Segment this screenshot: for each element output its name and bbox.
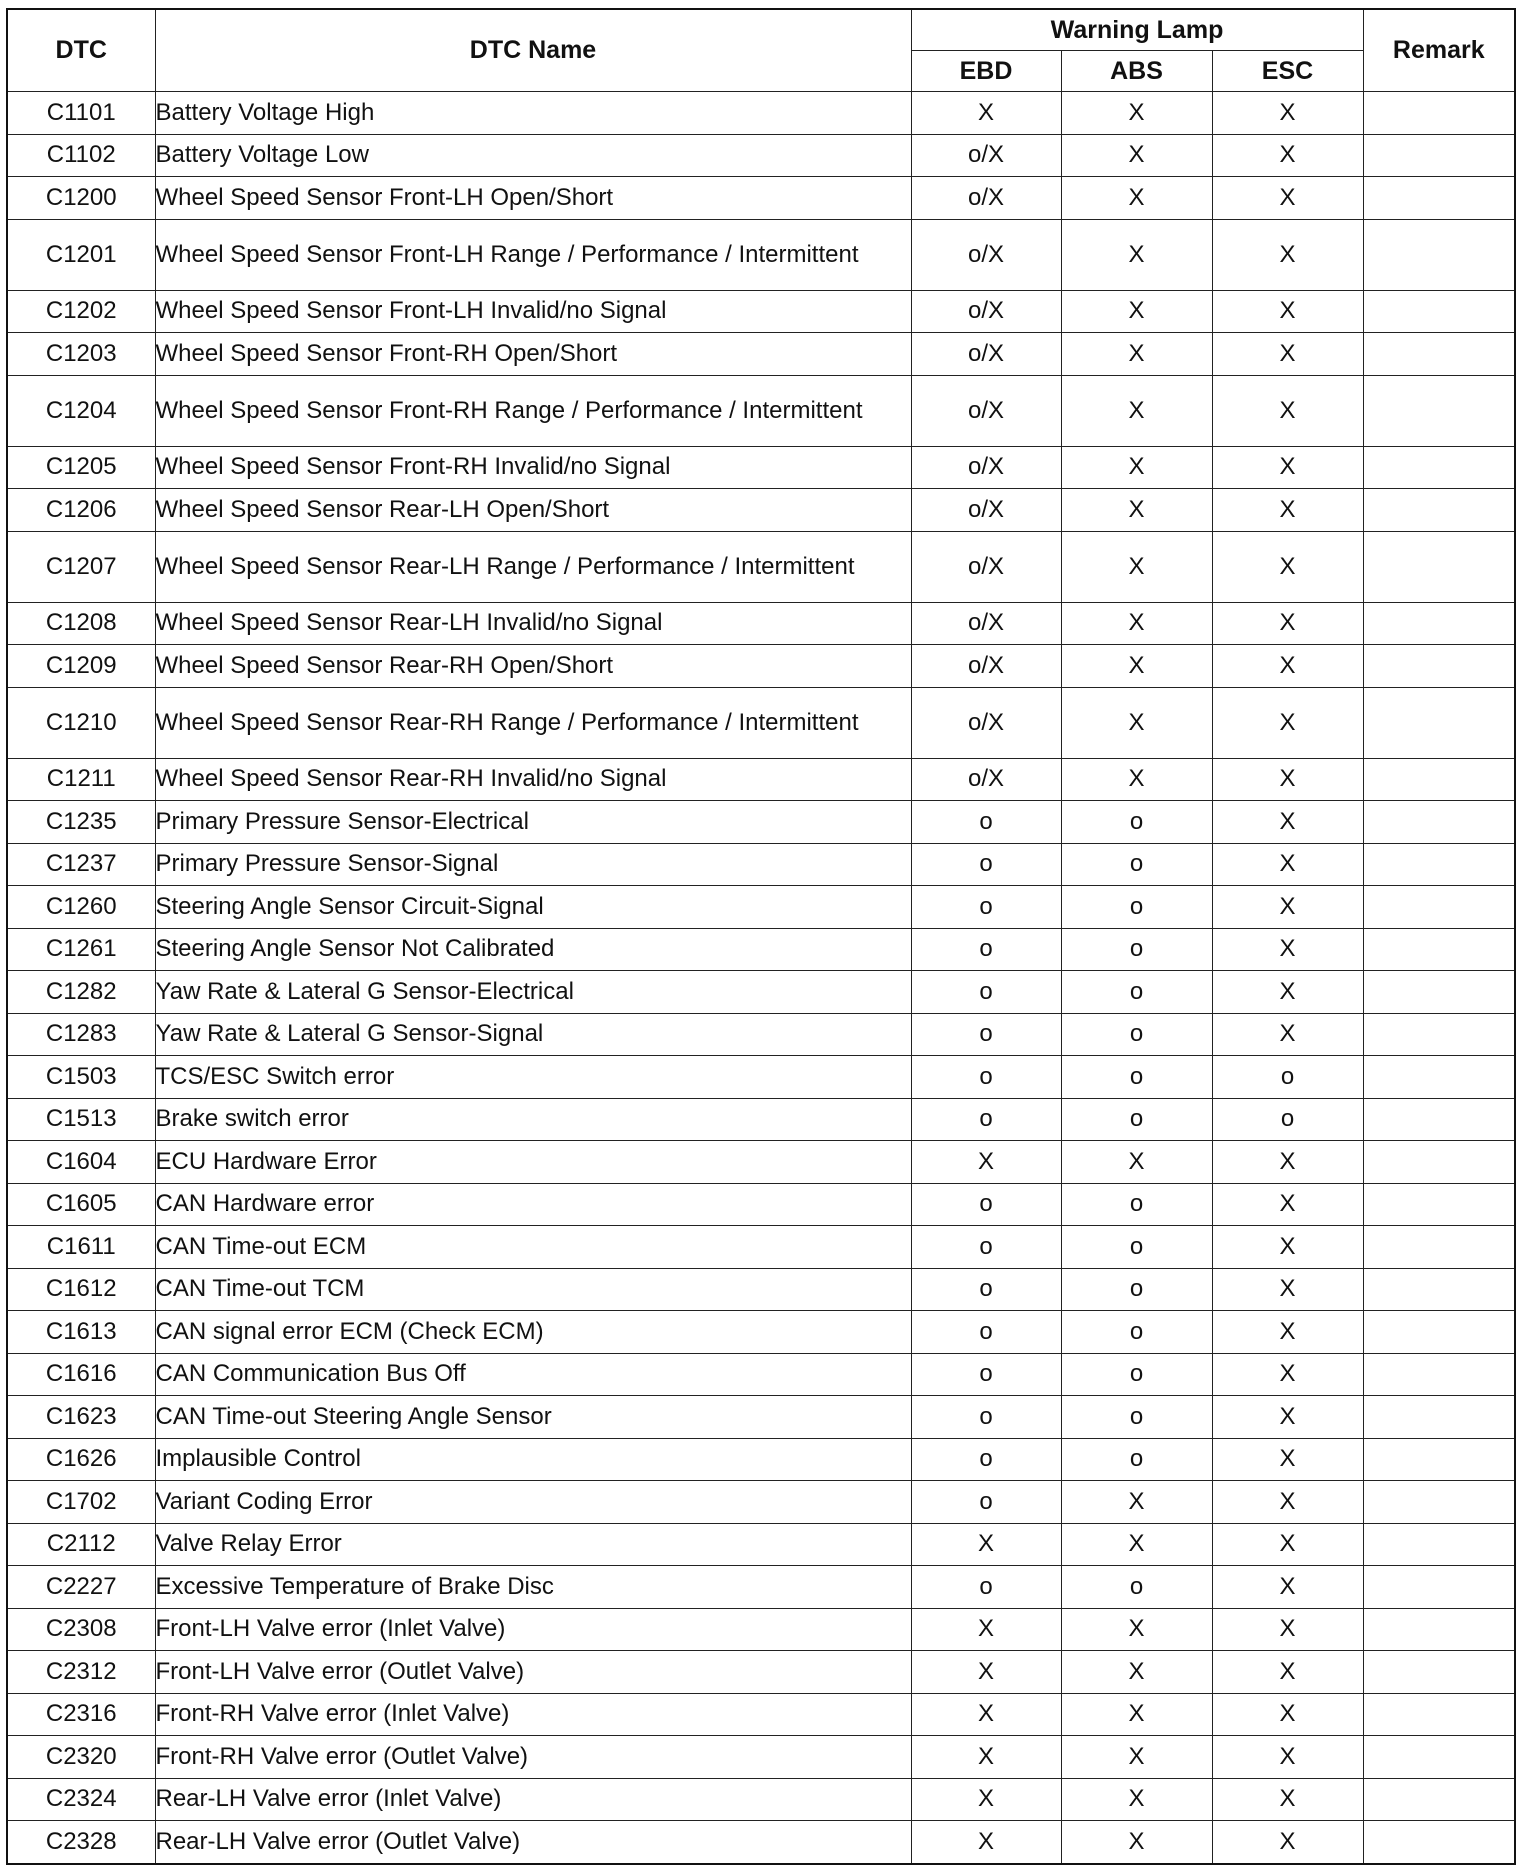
dtc-code: C1205 bbox=[7, 446, 155, 489]
dtc-code: C1613 bbox=[7, 1311, 155, 1354]
dtc-code: C1623 bbox=[7, 1396, 155, 1439]
dtc-code: C1237 bbox=[7, 843, 155, 886]
remark-cell bbox=[1363, 602, 1515, 645]
warning-lamp-header: Warning Lamp bbox=[911, 9, 1363, 51]
esc-status: X bbox=[1212, 1013, 1363, 1056]
dtc-code: C1616 bbox=[7, 1353, 155, 1396]
abs-status: o bbox=[1061, 801, 1212, 844]
ebd-status: o bbox=[911, 1013, 1061, 1056]
dtc-code: C1283 bbox=[7, 1013, 155, 1056]
esc-status: X bbox=[1212, 886, 1363, 929]
table-row bbox=[7, 928, 1515, 971]
table-row bbox=[7, 1056, 1515, 1099]
table-row bbox=[7, 92, 1515, 135]
remark-cell bbox=[1363, 1141, 1515, 1184]
esc-status: o bbox=[1212, 1098, 1363, 1141]
esc-status: X bbox=[1212, 1481, 1363, 1524]
dtc-code: C1503 bbox=[7, 1056, 155, 1099]
dtc-code: C2316 bbox=[7, 1693, 155, 1736]
esc-column-header: ESC bbox=[1212, 51, 1363, 92]
esc-status: X bbox=[1212, 1693, 1363, 1736]
abs-status: o bbox=[1061, 1056, 1212, 1099]
esc-status: X bbox=[1212, 531, 1363, 602]
dtc-code: C1201 bbox=[7, 219, 155, 290]
dtc-name: Steering Angle Sensor Circuit-Signal bbox=[155, 886, 911, 929]
abs-status: X bbox=[1061, 177, 1212, 220]
abs-status: X bbox=[1061, 758, 1212, 801]
abs-status: o bbox=[1061, 1183, 1212, 1226]
table-row bbox=[7, 1396, 1515, 1439]
table-row bbox=[7, 290, 1515, 333]
abs-status: X bbox=[1061, 446, 1212, 489]
esc-status: X bbox=[1212, 602, 1363, 645]
remark-cell bbox=[1363, 1608, 1515, 1651]
abs-status: X bbox=[1061, 531, 1212, 602]
ebd-status: X bbox=[911, 1693, 1061, 1736]
ebd-status: o/X bbox=[911, 758, 1061, 801]
ebd-status: X bbox=[911, 1778, 1061, 1821]
remark-cell bbox=[1363, 801, 1515, 844]
dtc-code: C2227 bbox=[7, 1566, 155, 1609]
esc-status: X bbox=[1212, 290, 1363, 333]
remark-cell bbox=[1363, 843, 1515, 886]
remark-cell bbox=[1363, 1013, 1515, 1056]
dtc-code: C1208 bbox=[7, 602, 155, 645]
dtc-name: Wheel Speed Sensor Rear-RH Range / Performance / Intermittent bbox=[155, 687, 911, 758]
esc-status: X bbox=[1212, 1396, 1363, 1439]
esc-status: o bbox=[1212, 1056, 1363, 1099]
table-row bbox=[7, 1013, 1515, 1056]
esc-status: X bbox=[1212, 1821, 1363, 1864]
table-row bbox=[7, 801, 1515, 844]
dtc-name: Implausible Control bbox=[155, 1438, 911, 1481]
remark-cell bbox=[1363, 1396, 1515, 1439]
dtc-code: C1611 bbox=[7, 1226, 155, 1269]
remark-cell bbox=[1363, 1056, 1515, 1099]
abs-status: o bbox=[1061, 1098, 1212, 1141]
table-row bbox=[7, 1183, 1515, 1226]
table-row bbox=[7, 1651, 1515, 1694]
abs-status: X bbox=[1061, 134, 1212, 177]
table-row bbox=[7, 1778, 1515, 1821]
esc-status: X bbox=[1212, 801, 1363, 844]
dtc-table bbox=[6, 8, 1516, 1865]
dtc-name: Wheel Speed Sensor Rear-RH Invalid/no Signal bbox=[155, 758, 911, 801]
remark-cell bbox=[1363, 446, 1515, 489]
dtc-code: C1282 bbox=[7, 971, 155, 1014]
ebd-status: o/X bbox=[911, 645, 1061, 688]
dtc-name: Rear-LH Valve error (Inlet Valve) bbox=[155, 1778, 911, 1821]
table-row bbox=[7, 1481, 1515, 1524]
ebd-status: o bbox=[911, 801, 1061, 844]
remark-cell bbox=[1363, 758, 1515, 801]
dtc-name: ECU Hardware Error bbox=[155, 1141, 911, 1184]
abs-status: o bbox=[1061, 928, 1212, 971]
table-row bbox=[7, 1311, 1515, 1354]
remark-cell bbox=[1363, 1311, 1515, 1354]
esc-status: X bbox=[1212, 1438, 1363, 1481]
esc-status: X bbox=[1212, 1141, 1363, 1184]
abs-status: X bbox=[1061, 687, 1212, 758]
header-row-top bbox=[7, 9, 1515, 51]
dtc-name: Front-LH Valve error (Outlet Valve) bbox=[155, 1651, 911, 1694]
dtc-name: Steering Angle Sensor Not Calibrated bbox=[155, 928, 911, 971]
ebd-status: o bbox=[911, 843, 1061, 886]
esc-status: X bbox=[1212, 1523, 1363, 1566]
dtc-code: C1626 bbox=[7, 1438, 155, 1481]
abs-status: X bbox=[1061, 1481, 1212, 1524]
ebd-status: X bbox=[911, 1736, 1061, 1779]
table-row bbox=[7, 687, 1515, 758]
dtc-code: C1202 bbox=[7, 290, 155, 333]
ebd-status: o/X bbox=[911, 290, 1061, 333]
dtc-code: C1604 bbox=[7, 1141, 155, 1184]
remark-cell bbox=[1363, 1523, 1515, 1566]
remark-cell bbox=[1363, 1651, 1515, 1694]
remark-cell bbox=[1363, 290, 1515, 333]
remark-cell bbox=[1363, 1183, 1515, 1226]
esc-status: X bbox=[1212, 177, 1363, 220]
abs-status: X bbox=[1061, 1523, 1212, 1566]
dtc-code: C1210 bbox=[7, 687, 155, 758]
dtc-name: Variant Coding Error bbox=[155, 1481, 911, 1524]
esc-status: X bbox=[1212, 1566, 1363, 1609]
remark-cell bbox=[1363, 1226, 1515, 1269]
table-row bbox=[7, 1098, 1515, 1141]
dtc-code: C2312 bbox=[7, 1651, 155, 1694]
dtc-name: Wheel Speed Sensor Front-RH Range / Performance / Intermittent bbox=[155, 375, 911, 446]
dtc-name: Wheel Speed Sensor Rear-RH Open/Short bbox=[155, 645, 911, 688]
remark-column-header: Remark bbox=[1363, 9, 1515, 92]
table-row bbox=[7, 1608, 1515, 1651]
dtc-name: Front-RH Valve error (Inlet Valve) bbox=[155, 1693, 911, 1736]
dtc-name: CAN signal error ECM (Check ECM) bbox=[155, 1311, 911, 1354]
ebd-status: o/X bbox=[911, 219, 1061, 290]
ebd-status: o/X bbox=[911, 489, 1061, 532]
table-row bbox=[7, 602, 1515, 645]
remark-cell bbox=[1363, 489, 1515, 532]
abs-status: X bbox=[1061, 1693, 1212, 1736]
dtc-code: C1207 bbox=[7, 531, 155, 602]
esc-status: X bbox=[1212, 375, 1363, 446]
esc-status: X bbox=[1212, 1311, 1363, 1354]
abs-status: X bbox=[1061, 1821, 1212, 1864]
esc-status: X bbox=[1212, 134, 1363, 177]
remark-cell bbox=[1363, 971, 1515, 1014]
dtc-name: Rear-LH Valve error (Outlet Valve) bbox=[155, 1821, 911, 1864]
esc-status: X bbox=[1212, 645, 1363, 688]
abs-status: X bbox=[1061, 645, 1212, 688]
remark-cell bbox=[1363, 1438, 1515, 1481]
ebd-status: o bbox=[911, 1268, 1061, 1311]
dtc-name: Wheel Speed Sensor Rear-LH Open/Short bbox=[155, 489, 911, 532]
dtc-code: C1206 bbox=[7, 489, 155, 532]
abs-status: o bbox=[1061, 886, 1212, 929]
table-row bbox=[7, 1693, 1515, 1736]
dtc-name: Valve Relay Error bbox=[155, 1523, 911, 1566]
esc-status: X bbox=[1212, 333, 1363, 376]
abs-status: o bbox=[1061, 1396, 1212, 1439]
table-row bbox=[7, 219, 1515, 290]
ebd-status: X bbox=[911, 1523, 1061, 1566]
abs-status: o bbox=[1061, 1353, 1212, 1396]
ebd-status: X bbox=[911, 92, 1061, 135]
esc-status: X bbox=[1212, 928, 1363, 971]
abs-status: X bbox=[1061, 333, 1212, 376]
remark-cell bbox=[1363, 1778, 1515, 1821]
abs-status: X bbox=[1061, 602, 1212, 645]
remark-cell bbox=[1363, 886, 1515, 929]
dtc-name: Primary Pressure Sensor-Electrical bbox=[155, 801, 911, 844]
ebd-status: o bbox=[911, 1396, 1061, 1439]
remark-cell bbox=[1363, 1821, 1515, 1864]
dtc-name: Wheel Speed Sensor Front-LH Invalid/no Signal bbox=[155, 290, 911, 333]
ebd-status: o bbox=[911, 1566, 1061, 1609]
table-row bbox=[7, 177, 1515, 220]
ebd-status: o bbox=[911, 886, 1061, 929]
remark-cell bbox=[1363, 177, 1515, 220]
ebd-status: o/X bbox=[911, 446, 1061, 489]
table-row bbox=[7, 645, 1515, 688]
abs-status: o bbox=[1061, 843, 1212, 886]
dtc-document bbox=[6, 8, 1514, 1865]
dtc-name: CAN Time-out TCM bbox=[155, 1268, 911, 1311]
abs-status: o bbox=[1061, 1311, 1212, 1354]
dtc-code: C1204 bbox=[7, 375, 155, 446]
ebd-status: o/X bbox=[911, 531, 1061, 602]
esc-status: X bbox=[1212, 758, 1363, 801]
abs-status: X bbox=[1061, 290, 1212, 333]
remark-cell bbox=[1363, 1693, 1515, 1736]
esc-status: X bbox=[1212, 1736, 1363, 1779]
esc-status: X bbox=[1212, 446, 1363, 489]
dtc-code: C1261 bbox=[7, 928, 155, 971]
esc-status: X bbox=[1212, 1778, 1363, 1821]
table-row bbox=[7, 1141, 1515, 1184]
dtc-name: Yaw Rate & Lateral G Sensor-Electrical bbox=[155, 971, 911, 1014]
dtc-name: CAN Hardware error bbox=[155, 1183, 911, 1226]
dtc-name: CAN Time-out ECM bbox=[155, 1226, 911, 1269]
ebd-status: o bbox=[911, 1438, 1061, 1481]
esc-status: X bbox=[1212, 1268, 1363, 1311]
abs-status: X bbox=[1061, 1608, 1212, 1651]
remark-cell bbox=[1363, 333, 1515, 376]
dtc-name: CAN Communication Bus Off bbox=[155, 1353, 911, 1396]
table-row bbox=[7, 1736, 1515, 1779]
dtc-column-header: DTC bbox=[7, 9, 155, 92]
dtc-code: C1235 bbox=[7, 801, 155, 844]
dtc-code: C2320 bbox=[7, 1736, 155, 1779]
table-row bbox=[7, 1438, 1515, 1481]
ebd-status: o/X bbox=[911, 333, 1061, 376]
esc-status: X bbox=[1212, 219, 1363, 290]
abs-status: o bbox=[1061, 1438, 1212, 1481]
dtc-code: C1612 bbox=[7, 1268, 155, 1311]
abs-status: o bbox=[1061, 1268, 1212, 1311]
dtc-name: Wheel Speed Sensor Front-LH Open/Short bbox=[155, 177, 911, 220]
ebd-column-header: EBD bbox=[911, 51, 1061, 92]
abs-column-header: ABS bbox=[1061, 51, 1212, 92]
remark-cell bbox=[1363, 1736, 1515, 1779]
dtc-code: C2112 bbox=[7, 1523, 155, 1566]
dtc-code: C1513 bbox=[7, 1098, 155, 1141]
abs-status: X bbox=[1061, 375, 1212, 446]
ebd-status: o/X bbox=[911, 375, 1061, 446]
table-row bbox=[7, 375, 1515, 446]
remark-cell bbox=[1363, 687, 1515, 758]
dtc-name: Excessive Temperature of Brake Disc bbox=[155, 1566, 911, 1609]
dtc-code: C1203 bbox=[7, 333, 155, 376]
dtc-code: C1605 bbox=[7, 1183, 155, 1226]
esc-status: X bbox=[1212, 1183, 1363, 1226]
abs-status: X bbox=[1061, 489, 1212, 532]
dtc-code: C1702 bbox=[7, 1481, 155, 1524]
table-row bbox=[7, 489, 1515, 532]
esc-status: X bbox=[1212, 687, 1363, 758]
table-row bbox=[7, 1226, 1515, 1269]
dtc-name: Wheel Speed Sensor Front-RH Invalid/no Signal bbox=[155, 446, 911, 489]
table-row bbox=[7, 531, 1515, 602]
remark-cell bbox=[1363, 134, 1515, 177]
dtc-code: C2308 bbox=[7, 1608, 155, 1651]
ebd-status: o bbox=[911, 1056, 1061, 1099]
table-row bbox=[7, 134, 1515, 177]
ebd-status: o bbox=[911, 1481, 1061, 1524]
ebd-status: X bbox=[911, 1141, 1061, 1184]
dtc-name: Brake switch error bbox=[155, 1098, 911, 1141]
table-row bbox=[7, 971, 1515, 1014]
ebd-status: o/X bbox=[911, 177, 1061, 220]
abs-status: X bbox=[1061, 92, 1212, 135]
remark-cell bbox=[1363, 1353, 1515, 1396]
ebd-status: o bbox=[911, 1353, 1061, 1396]
ebd-status: o/X bbox=[911, 602, 1061, 645]
dtc-name: Yaw Rate & Lateral G Sensor-Signal bbox=[155, 1013, 911, 1056]
ebd-status: o/X bbox=[911, 134, 1061, 177]
remark-cell bbox=[1363, 1566, 1515, 1609]
dtc-code: C2324 bbox=[7, 1778, 155, 1821]
dtc-name: Wheel Speed Sensor Rear-LH Invalid/no Signal bbox=[155, 602, 911, 645]
ebd-status: X bbox=[911, 1651, 1061, 1694]
ebd-status: X bbox=[911, 1608, 1061, 1651]
table-row bbox=[7, 886, 1515, 929]
dtc-code: C1200 bbox=[7, 177, 155, 220]
remark-cell bbox=[1363, 92, 1515, 135]
dtc-name: Wheel Speed Sensor Rear-LH Range / Performance / Intermittent bbox=[155, 531, 911, 602]
table-row bbox=[7, 333, 1515, 376]
dtc-table-body bbox=[7, 92, 1515, 1864]
table-row bbox=[7, 1566, 1515, 1609]
esc-status: X bbox=[1212, 92, 1363, 135]
esc-status: X bbox=[1212, 1651, 1363, 1694]
table-row bbox=[7, 1268, 1515, 1311]
esc-status: X bbox=[1212, 843, 1363, 886]
esc-status: X bbox=[1212, 1226, 1363, 1269]
remark-cell bbox=[1363, 375, 1515, 446]
abs-status: o bbox=[1061, 1226, 1212, 1269]
esc-status: X bbox=[1212, 1353, 1363, 1396]
remark-cell bbox=[1363, 1098, 1515, 1141]
esc-status: X bbox=[1212, 1608, 1363, 1651]
dtc-code: C1101 bbox=[7, 92, 155, 135]
dtc-name: Wheel Speed Sensor Front-LH Range / Performance / Intermittent bbox=[155, 219, 911, 290]
esc-status: X bbox=[1212, 971, 1363, 1014]
abs-status: X bbox=[1061, 1141, 1212, 1184]
dtc-name: Battery Voltage Low bbox=[155, 134, 911, 177]
dtc-code: C1211 bbox=[7, 758, 155, 801]
abs-status: X bbox=[1061, 1651, 1212, 1694]
abs-status: X bbox=[1061, 1778, 1212, 1821]
remark-cell bbox=[1363, 645, 1515, 688]
ebd-status: o bbox=[911, 1311, 1061, 1354]
ebd-status: o/X bbox=[911, 687, 1061, 758]
table-row bbox=[7, 1821, 1515, 1864]
dtc-name: TCS/ESC Switch error bbox=[155, 1056, 911, 1099]
remark-cell bbox=[1363, 219, 1515, 290]
dtc-name: CAN Time-out Steering Angle Sensor bbox=[155, 1396, 911, 1439]
abs-status: X bbox=[1061, 1736, 1212, 1779]
dtc-code: C1102 bbox=[7, 134, 155, 177]
ebd-status: o bbox=[911, 1183, 1061, 1226]
remark-cell bbox=[1363, 1268, 1515, 1311]
dtc-name: Wheel Speed Sensor Front-RH Open/Short bbox=[155, 333, 911, 376]
dtc-name: Front-LH Valve error (Inlet Valve) bbox=[155, 1608, 911, 1651]
remark-cell bbox=[1363, 531, 1515, 602]
ebd-status: o bbox=[911, 928, 1061, 971]
ebd-status: o bbox=[911, 1098, 1061, 1141]
table-row bbox=[7, 1353, 1515, 1396]
abs-status: X bbox=[1061, 219, 1212, 290]
dtc-name: Primary Pressure Sensor-Signal bbox=[155, 843, 911, 886]
ebd-status: o bbox=[911, 1226, 1061, 1269]
table-row bbox=[7, 446, 1515, 489]
table-row bbox=[7, 843, 1515, 886]
dtc-code: C2328 bbox=[7, 1821, 155, 1864]
dtc-code: C1260 bbox=[7, 886, 155, 929]
dtc-name: Battery Voltage High bbox=[155, 92, 911, 135]
abs-status: o bbox=[1061, 1013, 1212, 1056]
ebd-status: X bbox=[911, 1821, 1061, 1864]
dtc-name-column-header: DTC Name bbox=[155, 9, 911, 92]
table-row bbox=[7, 1523, 1515, 1566]
abs-status: o bbox=[1061, 971, 1212, 1014]
dtc-name: Front-RH Valve error (Outlet Valve) bbox=[155, 1736, 911, 1779]
esc-status: X bbox=[1212, 489, 1363, 532]
dtc-code: C1209 bbox=[7, 645, 155, 688]
ebd-status: o bbox=[911, 971, 1061, 1014]
remark-cell bbox=[1363, 1481, 1515, 1524]
table-row bbox=[7, 758, 1515, 801]
abs-status: o bbox=[1061, 1566, 1212, 1609]
remark-cell bbox=[1363, 928, 1515, 971]
